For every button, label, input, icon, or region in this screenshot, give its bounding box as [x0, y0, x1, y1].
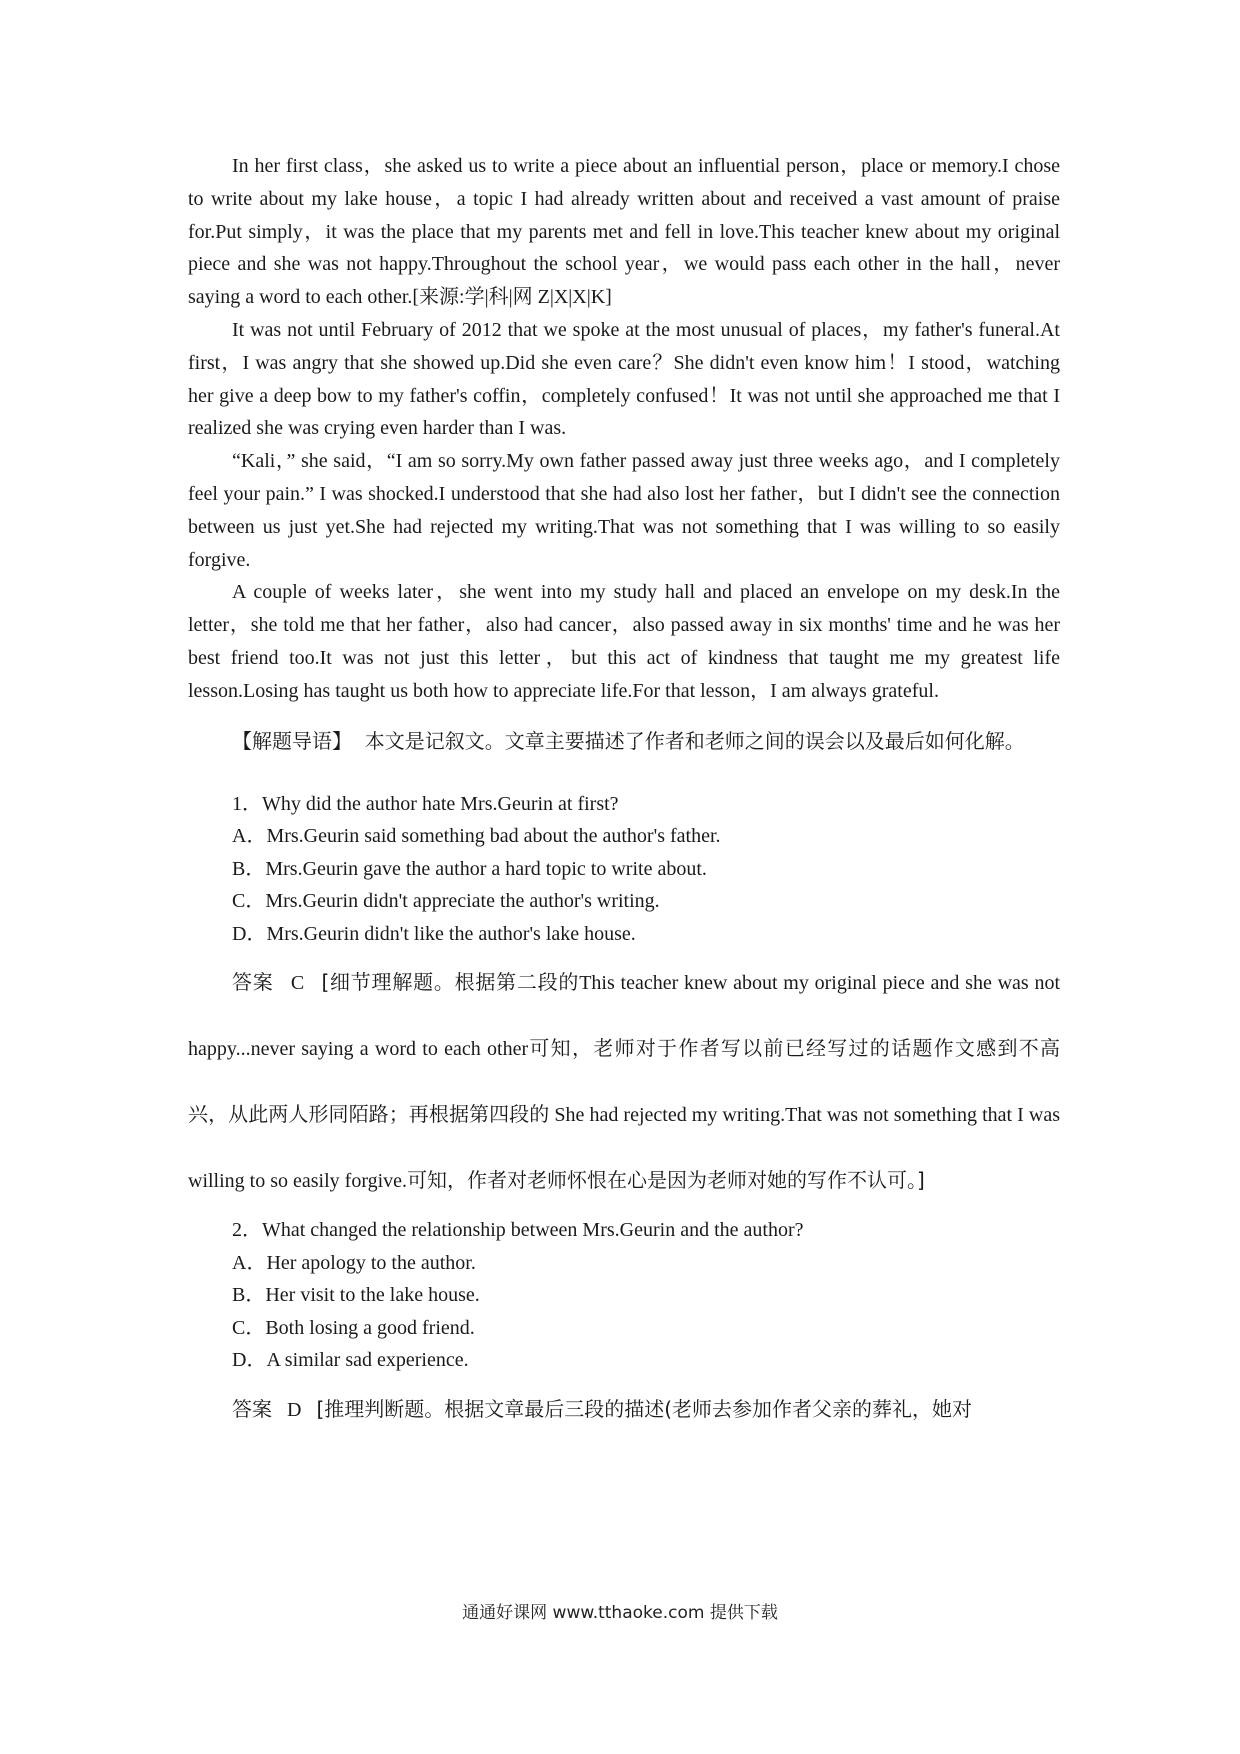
paragraph-4: A couple of weeks later，she went into my study hall and placed an envelope on my desk.In the letter，she told me that her father，also had cancer，also passed away in six months' time and he was her best friend too.It was not just this letter，but this act of kindness that taught me my greatest life lesson.Losing has taught us both how to appreciate life.For that lesson，I am always grateful.	[188, 581, 1060, 702]
page-footer: 通通好课网 www.tthaoke.com 提供下载	[462, 1603, 778, 1623]
question-1-option-c: C．Mrs.Geurin didn't appreciate the author's writing.	[232, 890, 660, 913]
answer-letter: C	[290, 972, 305, 995]
document-page	[188, 150, 1060, 1443]
explanation-quote-1: This teacher knew about my original piece and she was not happy...never saying a word to each other	[188, 972, 1061, 1061]
guide-text: 本文是记叙文。文章主要描述了作者和老师之间的误会以及最后如何化解。	[364, 728, 1025, 753]
answer-label: 答案	[232, 970, 274, 995]
answer-label: 答案	[232, 1396, 272, 1421]
question-1-answer	[188, 950, 1060, 1214]
question-2-option-d: D．A similar sad experience.	[232, 1349, 469, 1372]
explanation-part-1: [推理判断题。根据文章最后三段的描述(老师去参加作者父亲的葬礼，她对	[316, 1396, 973, 1421]
question-1-option-a: A．Mrs.Geurin said something bad about the author's father.	[232, 825, 721, 848]
paragraph-3: “Kali，” she said，“I am so sorry.My own father passed away just three weeks ago，and I completely feel your pain.” I was shocked.I understood that she had also lost her father，but I didn't see the connection between us just yet.She had rejected my writing.That was not something that I was willing to so easily forgive.	[188, 450, 1060, 571]
paragraph-1: In her first class，she asked us to write a piece about an influential person，place or memory.I chose to write about my lake house，a topic I had already written about and received a vast amount of praise for.Put simply，it was the place that my parents met and fell in love.This teacher knew about my original piece and she was not happy.Throughout the school year，we would pass each other in the hall，never saying a word to each other.[来源:学|科|网 Z|X|X|K]	[188, 155, 1060, 309]
explanation-quote-2: She had rejected my writing.That was not something that I was willing to so easily forgive.	[188, 1104, 1061, 1193]
guide-label: 【解题导语】	[232, 728, 352, 753]
paragraph-2: It was not until February of 2012 that we spoke at the most unusual of places，my father's funeral.At first，I was angry that she showed up.Did she even care？She didn't even know him！I stood，watching her give a deep bow to my father's coffin，completely confused！It was not until she approached me that I realized she was crying even harder than I was.	[188, 318, 1060, 440]
explanation-part-1: [细节理解题。根据第二段的	[321, 970, 580, 995]
guide	[188, 708, 1060, 774]
question-2-stem: 2．What changed the relationship between Mrs.Geurin and the author?	[232, 1219, 804, 1242]
question-2-option-a: A．Her apology to the author.	[232, 1251, 476, 1274]
question-1-option-b: B．Mrs.Geurin gave the author a hard topic to write about.	[232, 857, 707, 880]
answer-letter: D	[287, 1398, 302, 1421]
question-1-option-d: D．Mrs.Geurin didn't like the author's lake house.	[232, 922, 636, 945]
explanation-part-2: 可知，老师对于作者写以前已经写过的话题作文感到不高兴，从此两人形同陌路；再根据第四段的	[188, 1036, 1060, 1127]
question-1-stem: 1．Why did the author hate Mrs.Geurin at first?	[232, 792, 619, 815]
question-2-option-b: B．Her visit to the lake house.	[232, 1284, 480, 1307]
question-2-answer	[188, 1377, 1060, 1443]
question-1	[188, 788, 1060, 1215]
explanation-part-3: 可知，作者对老师怀恨在心是因为老师对她的写作不认可。]	[407, 1168, 925, 1193]
question-2	[188, 1214, 1060, 1443]
question-2-option-c: C．Both losing a good friend.	[232, 1316, 475, 1339]
